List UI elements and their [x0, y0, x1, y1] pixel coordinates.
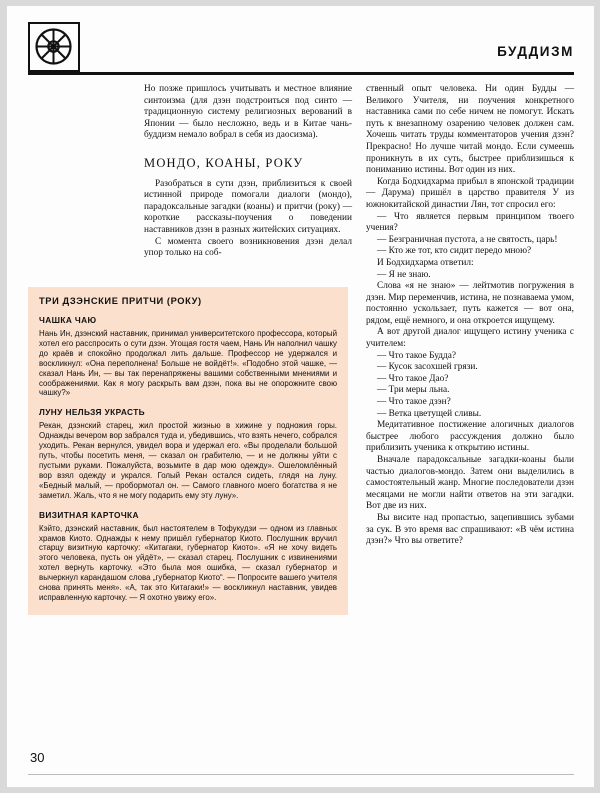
- page-header: [28, 22, 574, 74]
- dialogue-line-6: — Ветка цветущей сливы.: [377, 408, 482, 419]
- section-title: МОНДО, КОАНЫ, РОКУ: [144, 155, 304, 170]
- dialogue-line-2: — Кусок засохшей грязи.: [377, 362, 478, 373]
- dialogue-answer-2: — Я не знаю.: [377, 269, 431, 280]
- page-edge-top: [0, 0, 600, 6]
- right-column: [366, 84, 574, 548]
- paragraph-other-dialogue: А вот другой диалог ищущего истину ученика с учителем:: [366, 327, 574, 350]
- page-edge-bottom: [0, 787, 600, 793]
- parable-heading-1: ЧАШКА ЧАЮ: [39, 315, 97, 325]
- page-edge-right: [594, 0, 600, 793]
- dialogue-answer-1: — Безграничная пустота, а не святость, царь!: [377, 234, 558, 245]
- dialogue-line-5: — Что такое дзэн?: [377, 397, 451, 408]
- sidebar-title: ТРИ ДЗЭНСКИЕ ПРИТЧИ (РОКУ): [39, 296, 202, 306]
- paragraph-bodhidharma: Когда Бодхидхарма прибыл в японской традиции — Дарума) пришёл в царство правителя У из южнокитайской династии Лян, тот спросил его:: [366, 176, 574, 210]
- dialogue-line-4: — Три меры льна.: [377, 385, 450, 396]
- paragraph-mondo-2: С момента своего возникновения дзэн делал упор только на соб-: [144, 236, 352, 259]
- left-column: [144, 84, 352, 260]
- paragraph-koan-riddle: Вы висите над пропастью, зацепившись зубами за сук. В это время вас спрашивают: «В чём истина дзэн?» Что вы ответите?: [366, 512, 574, 547]
- dialogue-question-1: — Что является первым принципом твоего учения?: [366, 211, 574, 234]
- paragraph-experience: ственный опыт человека. Ни один Будды — Великого Учителя, ни поучения конкретного наставника сами по себе ничем не помогут. Искать путь к внезапному озарению человек должен сам. Хочешь читать труды комментаторов учения дзэн? Прекрасно! Но лучше читай мондо. Если сумеешь проникнуть в их суть, быстрее приблизишься к пониманию истины. Вот один из них.: [366, 84, 574, 176]
- dialogue-lead-2: И Бодхидхарма ответил:: [377, 257, 474, 268]
- paragraph-intro: Но позже пришлось учитывать и местное влияние синтоизма (для дзэн подстроиться под синто — традиционную систему религиозных верований в Японии — было несложно, ведь и в Китае чань-буддизм немало вобрал в себя из даосизма).: [144, 84, 352, 141]
- parable-heading-2: ЛУНУ НЕЛЬЗЯ УКРАСТЬ: [39, 407, 146, 418]
- parable-heading-3: ВИЗИТНАЯ КАРТОЧКА: [39, 509, 139, 520]
- dialogue-line-3: — Что такое Дао?: [377, 373, 449, 384]
- paragraph-i-dont-know: Слова «я не знаю» — лейтмотив погружения в дзэн. Мир переменчив, истина, не познаваема умом, постоянно ускользает, путь кажется — вот она, рядом, ещё немного, и она откроется ищущему.: [366, 281, 574, 326]
- parable-body-1: Нань Ин, дзэнский наставник, принимал университетского профессора, который хотел его расспросить о сути дзэн. Угощая гостя чаем, Нань Ин наполнил чашку до краёв и спокойно продолжал лить дальше. Профессор не удержался и воскликнул: «Она переполнена! Больше не войдёт!». «Подобно этой чашке, — сказал Нань Ин, — вы так перенапряжены вашими собственными мнениями и соображениями. Как я могу раскрыть вам дзэн, пока вы не опорожните свою чашку?»: [39, 329, 337, 398]
- parable-body-2: Рекан, дзэнский старец, жил простой жизнью в хижине у подножия горы. Однажды вечером вор забрался туда и, убедившись, что взять нечего, собрался уходить. Рекан вернулся, увидел вора и удержал его. «Вы проделали большой путь, чтобы посетить меня, — сказал он грабителю, — и не должны уйти с пустыми руками. Пожалуйста, возьмите в дар мою одежду». Ошеломлённый вор взял одежду и укрался. Голый Рекан остался сидеть, глядя на луну. «Бедный малый, — пробормотал он. — Самого главного моего богатства я не заметил. Жаль, что я не могу подарить ему эту луну».: [39, 421, 337, 500]
- dialogue-line-1: — Что такое Будда?: [377, 350, 457, 361]
- paragraph-meditative: Медитативное постижение алогичных диалогов быстрее любого рассуждения должно было приблизить ученика к открытию истины.: [366, 420, 574, 454]
- page-number: 30: [30, 750, 45, 765]
- dialogue-question-2: — Кто же тот, кто сидит передо мною?: [377, 246, 532, 257]
- paragraph-mondo-1: Разобраться в сути дзэн, приблизиться к своей истинной природе помогали диалоги (мондо), парадоксальные загадки (коаны) и притчи (року) — короткие рассказы-поучения о поведении наставников дзэн в разных житейских ситуациях.: [144, 178, 352, 235]
- footer-rule: [28, 774, 574, 775]
- header-rule: [28, 72, 574, 75]
- parable-body-3: Кэйто, дзэнский наставник, был настоятелем в Тофукудзи — одном из главных храмов Киото. Однажды к нему пришёл губернатор Киото. Послушник вручил старцу визитную карточку: «Китагаки, губернатор Киото». «Я не хочу видеть этого человека, пусть он уйдёт», — сказал старец. Послушник с извинениями хотел вернуть карточку. «Это была моя ошибка, — сказал губернатор и вычеркнул карандашом слова „губернатор Киото“. — Попросите вашего учителя снова принять меня». «А, так это Китагаки!» — воскликнул наставник, увидев исправленную карточку. — Я охотно увижу его».: [39, 523, 337, 602]
- sidebar-parables-box: [28, 287, 348, 615]
- paragraph-koans: Вначале парадоксальные загадки-коаны были частью диалогов-мондо. Затем они выделились в самостоятельный жанр. Многие последователи дзэн месяцами не могли найти ответов на эти загадки. Вот две из них.: [366, 455, 574, 512]
- header-title: БУДДИЗМ: [497, 44, 574, 59]
- page-edge-left: [0, 0, 7, 793]
- dharma-wheel-icon: [28, 22, 80, 72]
